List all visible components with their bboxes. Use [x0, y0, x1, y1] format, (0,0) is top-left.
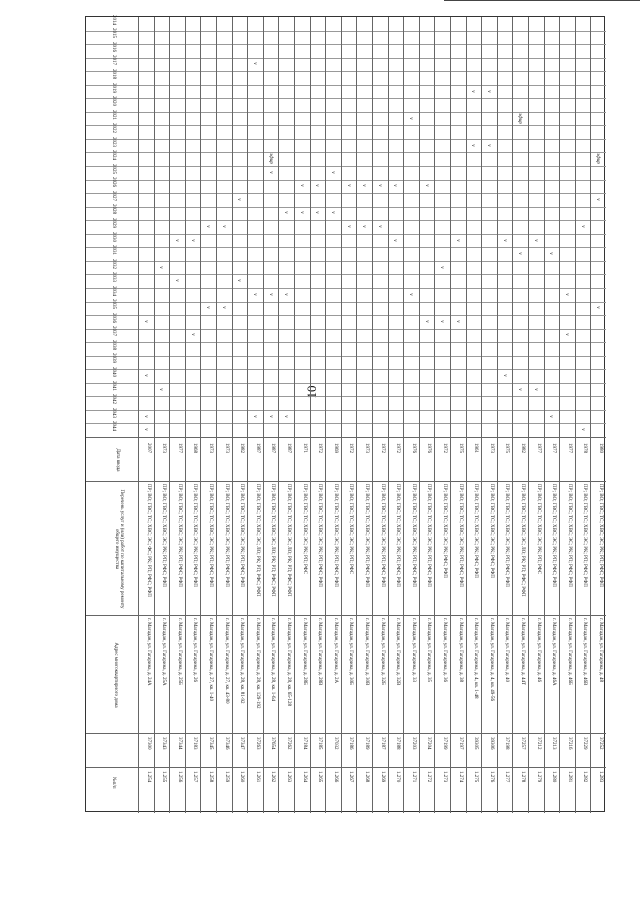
cell-services: ПР; ВО; ГВС; ТС; ХВС; ЭС; ЛО; РК; РП; РФС; РФП [254, 484, 260, 597]
cell-num: 1.272 [426, 771, 432, 783]
year-header: 2022 [111, 123, 116, 134]
cell-num: 1.279 [535, 771, 541, 783]
cell-id: 37189 [364, 737, 369, 750]
schedule-check-mark: v [158, 387, 164, 391]
cell-num: 1.276 [488, 771, 494, 783]
handwritten-note: эфир [267, 153, 273, 165]
cell-num: 1.269 [379, 771, 385, 783]
cell-id: 37262 [286, 737, 291, 750]
row-divider [154, 17, 155, 813]
cell-id: 39306 [488, 737, 494, 750]
cell-date: 1971 [301, 443, 307, 453]
cell-address: г. Магадан, ул. Гагарина, д. 40 [504, 618, 510, 683]
schedule-check-mark: v [282, 211, 288, 215]
cell-date: 1973 [208, 443, 213, 453]
cell-address: г. Магадан, ул. Гагарина, д. 46В [582, 618, 588, 686]
year-header: 2020 [111, 96, 116, 107]
schedule-check-mark: v [485, 143, 491, 147]
schedule-check-mark: v [189, 238, 195, 242]
cell-services: ПР; ВО; ГВС; ТС; ХВС; ЭС; РК; РФС; РФП [473, 484, 479, 578]
cell-services: ПР; ВО; ГВС; ТС; ХВС; ЭС; РК; РП; РФС [535, 484, 541, 574]
cell-date: 1968 [192, 443, 198, 453]
cell-services: ПР; ВО; ГВС; ТС; ХВС; ЭС; РК; РП; РФС; РФП [395, 484, 401, 587]
year-header: 2036 [111, 312, 116, 323]
year-header: 2017 [111, 55, 116, 66]
row-divider [434, 17, 435, 813]
cell-address: г. Магадан, ул. Гагарина, д. 46Б [566, 618, 572, 685]
cell-address: г. Магадан, ул. Гагарина, д. 27, кв. 43-80 [223, 618, 229, 704]
row-divider [341, 17, 342, 813]
year-header: 2037 [111, 326, 116, 337]
cell-address: г. Магадан, ул. Гагарина, д. 48 [598, 618, 603, 683]
cell-date: 1976 [426, 443, 432, 453]
cell-id: 37343 [161, 737, 167, 750]
year-header: 2030 [111, 231, 116, 242]
schedule-check-mark: v [438, 265, 444, 269]
schedule-check-mark: v [423, 184, 429, 188]
cell-id: 37347 [239, 737, 245, 750]
row-divider [310, 17, 311, 813]
cell-services: ПР; ВО; ГВС; ТС; ХВС; ЭС; РК; РП; РФС; РФП [504, 484, 510, 587]
cell-services: ПР; ВО; ГВС; ТС; ХВС; ЭС; РК; РП; РФС; РФП [598, 484, 603, 587]
cell-date: 1961 [473, 443, 479, 453]
cell-services: ПР; ВО; ГВС; ТС; ХВС; ЭС; РК; РП; РФС [348, 484, 354, 574]
handwritten-note: эфир [595, 153, 601, 165]
cell-address: г. Магадан, ул. Гагарина, д. 30Б [348, 618, 354, 685]
cell-services: ПР; ВО; ГВС; ТС; ХВС; ЭС; РК; РП; РФС; РФП [332, 484, 338, 587]
cell-services: ПР; ВО; ГВС; ТС; ХВС; ЭС; РК; РП; РФС; РФП [457, 484, 463, 587]
schedule-check-mark: v [423, 320, 429, 323]
cell-address: г. Магадан, ул. Гагарина, д. 36 [442, 618, 447, 683]
header-divider [138, 17, 139, 813]
schedule-check-mark: v [236, 198, 242, 201]
row-divider [278, 17, 279, 813]
cell-num: 1.264 [301, 771, 307, 783]
schedule-check-mark: v [376, 225, 382, 228]
schedule-check-mark: v [594, 198, 600, 201]
schedule-check-mark: v [267, 292, 273, 296]
cell-address: г. Магадан, ул. Гагарина, д. 33 [410, 618, 416, 683]
schedule-check-mark: v [470, 143, 476, 147]
year-header: 2032 [111, 258, 116, 269]
schedule-check-mark: v [516, 252, 522, 255]
schedule-check-mark: v [376, 184, 382, 188]
row-divider [294, 17, 295, 813]
cell-id: 37212 [535, 737, 541, 750]
schedule-check-mark: v [563, 333, 569, 337]
schedule-check-mark: v [470, 89, 476, 93]
header-date: Дата ввода [115, 448, 120, 472]
year-header: 2016 [111, 41, 116, 52]
year-header: 2024 [111, 150, 116, 161]
year-header: 2021 [111, 109, 116, 120]
cell-date: 1973 [223, 443, 229, 453]
cell-num: 1.267 [348, 771, 354, 783]
cell-id: 37229 [582, 737, 588, 750]
cell-address: г. Магадан, ул. Гагарина, д. 30В [364, 618, 369, 686]
schedule-check-mark: v [220, 306, 226, 310]
cell-services: ПР; ВО; ГВС; ТС; ХВС; ЭС; РК; РП; РФС; РФП [223, 484, 229, 587]
schedule-check-mark: v [142, 320, 148, 323]
cell-num: 1.278 [520, 771, 525, 783]
schedule-check-mark: v [501, 238, 507, 242]
schedule-check-mark: v [251, 414, 257, 418]
cell-num: 1.282 [582, 771, 588, 783]
cell-address: г. Магадан, ул. Гагарина, д. 28, кв. 81-92 [239, 618, 245, 704]
schedule-check-mark: v [251, 292, 257, 296]
cell-id: 37187 [379, 737, 385, 750]
cell-num: 1.255 [161, 771, 167, 783]
year-header: 2044 [111, 421, 116, 432]
cell-services: ПР; ВО; ГВС; ТС; ХВС; ЭС; РК; РП; РФС; РФП [239, 484, 245, 587]
schedule-check-mark: v [392, 184, 398, 188]
cell-id: 37188 [395, 737, 401, 750]
cell-date: 1987 [286, 443, 291, 453]
year-header: 2043 [111, 407, 116, 418]
year-header: 2028 [111, 204, 116, 215]
row-divider [200, 17, 201, 813]
cell-date: 1977 [551, 443, 557, 453]
schedule-check-mark: v [173, 238, 179, 242]
year-header: 2039 [111, 353, 116, 364]
schedule-check-mark: v [204, 225, 210, 228]
cell-num: 1.277 [504, 771, 510, 783]
year-header: 2041 [111, 380, 116, 391]
row-divider [403, 17, 404, 813]
schedule-check-mark: v [532, 387, 538, 391]
cell-id: 37198 [504, 737, 510, 750]
cell-date: 1972 [395, 443, 401, 453]
row-divider [481, 17, 482, 813]
schedule-check-mark: v [392, 238, 398, 242]
header-num: №п/п [111, 777, 116, 789]
cell-services: ПР; ВО; ГВС; ТС; ХВС; ЭС; РК; РП; РФС; РФП [161, 484, 167, 587]
cell-services: ПР; ВО; ГВС; ТС; ХВС; ЭС; РК; РП; РФС; РФП [379, 484, 385, 587]
cell-date: 1977 [535, 443, 541, 453]
cell-id: 37263 [254, 737, 260, 750]
cell-date: 1972 [442, 443, 447, 453]
cell-id: 37197 [457, 737, 463, 750]
year-header: 2019 [111, 82, 116, 93]
cell-id: 37346 [223, 737, 229, 750]
cell-address: г. Магадан, ул. Гагарина, д. 46А [551, 618, 557, 686]
schedule-check-mark: v [329, 171, 335, 174]
cell-id: 37213 [551, 737, 557, 750]
schedule-check-mark: v [251, 62, 257, 66]
cell-address: г. Магадан, ул. Гагарина, д. 46 [535, 618, 541, 683]
cell-id: 37204 [426, 737, 432, 750]
cell-address: г. Магадан, ул. Гагарина, д. 26 [192, 618, 198, 683]
row-divider [232, 17, 233, 813]
handwritten-note: эфир [517, 112, 523, 124]
schedule-check-mark: v [563, 292, 569, 296]
schedule-check-mark: v [594, 306, 600, 310]
cell-num: 1.268 [364, 771, 369, 783]
cell-date: 1969 [332, 443, 338, 453]
cell-num: 1.283 [598, 771, 603, 783]
year-header: 2015 [111, 28, 116, 39]
cell-services: ПР; ВО; ГВС; ТС; ХВС; ЭС; ЛО; РК; РП; РФС; РФП [520, 484, 525, 597]
schedule-check-mark: v [438, 320, 444, 323]
cell-date: 1982 [239, 443, 245, 453]
year-header: 2026 [111, 177, 116, 188]
cell-date: 1975 [504, 443, 510, 453]
cell-num: 1.275 [473, 771, 479, 783]
cell-num: 1.271 [410, 771, 416, 783]
schedule-check-mark: v [282, 292, 288, 296]
cell-id: 37252 [598, 737, 603, 750]
cell-services: ПР; ВО; ГВС; ТС; ХВС; ЭС; РК; РП; РФС; РФП [582, 484, 588, 587]
schedule-check-mark: v [298, 184, 304, 188]
cell-date: 1982 [520, 443, 525, 453]
cell-id: 37300 [145, 737, 151, 750]
cell-address: г. Магадан, ул. Гагарина, д. 4, кв. 49-56 [488, 618, 494, 701]
row-divider [544, 17, 545, 813]
cell-id: 37257 [520, 737, 525, 750]
schedule-check-mark: v [579, 225, 585, 228]
row-divider [388, 17, 389, 813]
schedule-check-mark: v [485, 89, 491, 93]
cell-address: г. Магадан, ул. Гагарина, д. 25Б [176, 618, 182, 685]
schedule-check-mark: v [189, 333, 195, 337]
cell-date: 1972 [317, 443, 323, 453]
schedule-check-mark: v [407, 292, 413, 296]
row-divider [185, 17, 186, 813]
row-divider [263, 17, 264, 813]
cell-address: г. Магадан, ул. Гагарина, д. 4, кв. 1-48 [473, 618, 479, 699]
schedule-check-mark: v [548, 252, 554, 255]
row-divider [169, 17, 170, 813]
row-divider [590, 17, 591, 813]
schedule-check-mark: v [407, 116, 413, 120]
schedule-check-mark: v [516, 387, 522, 391]
year-header: 2042 [111, 394, 116, 405]
year-header: 2027 [111, 190, 116, 201]
cell-address: г. Магадан, ул. Гагарина, д. 2А [332, 618, 338, 684]
page-top-rule [444, 0, 640, 1]
schedule-check-mark: v [173, 279, 179, 282]
row-divider [216, 17, 217, 813]
cell-date: 1987 [254, 443, 260, 453]
cell-services: ПР; ВО; ГВС; ТС; ХВС; ЭС; РК; РП; РФС; РФП [176, 484, 182, 587]
cell-num: 1.261 [254, 771, 260, 783]
cell-address: г. Магадан, ул. Гагарина, д. 28, кв. 1-64 [270, 618, 276, 701]
cell-num: 1.254 [145, 771, 151, 783]
schedule-check-mark: v [345, 225, 351, 228]
cell-services: ПР; ВО; ГВС; ТС; ХВС; ЭС; ЛО; РК; РП; РФС; РФП [286, 484, 291, 597]
cell-id: 39305 [473, 737, 479, 750]
cell-date: 1973 [161, 443, 167, 453]
cell-date: 1987 [270, 443, 276, 453]
schedule-check-mark: v [548, 414, 554, 418]
cell-date: 1972 [379, 443, 385, 453]
schedule-check-mark: v [579, 428, 585, 431]
cell-num: 1.262 [270, 771, 276, 783]
cell-services: ПР; ВО; ГВС; ТС; ХВС; ЭС; РК; РП; РФС; РФП [426, 484, 432, 587]
cell-address: г. Магадан, ул. Гагарина, д. 28В [317, 618, 323, 686]
cell-address: г. Магадан, ул. Гагарина, д. 27, кв. 1-40 [208, 618, 213, 701]
year-header: 2029 [111, 218, 116, 228]
row-divider [325, 17, 326, 813]
cell-services: ПР; ВО; ГВС; ТС; ХВС; ЭС; РК; РП; РФС; РФП [208, 484, 213, 587]
schedule-check-mark: v [532, 238, 538, 242]
cell-address: г. Магадан, ул. Гагарина, д. 32Б [379, 618, 385, 685]
schedule-check-mark: v [454, 238, 460, 242]
cell-address: г. Магадан, ул. Гагарина, д. 28, кв. 129-192 [254, 618, 260, 709]
cell-address: г. Магадан, ул. Гагарина, д. 28Б [301, 618, 307, 685]
row-divider [497, 17, 498, 813]
header-address: Адрес многоквартирного дома [113, 642, 118, 708]
year-header: 2014 [111, 14, 116, 25]
cell-id: 37216 [566, 737, 572, 750]
cell-services: ПР; ВО; ГВС; ТС; ХВС; ЭС; РК; РП; РФС; РФП [364, 484, 369, 587]
cell-num: 1.266 [332, 771, 338, 783]
cell-num: 1.257 [192, 771, 198, 783]
cell-services: ПР; ВО; ГВС; ТС; ХВС; ЭС; РК; РП; РФС; РФП [551, 484, 557, 587]
schedule-check-mark: v [454, 320, 460, 323]
schedule-check-mark: v [158, 265, 164, 269]
cell-services: ПР; ВО; ГВС; ТС; ХВС; ЭС; РК; РП; РФС; РФП [317, 484, 323, 587]
schedule-check-mark: v [236, 279, 242, 282]
page-number: 10 [304, 385, 319, 399]
year-header: 2034 [111, 285, 116, 296]
schedule-check-mark: v [360, 225, 366, 228]
cell-id: 37185 [317, 737, 323, 750]
cell-date: 1976 [410, 443, 416, 453]
row-divider [356, 17, 357, 813]
cell-id: 37345 [208, 737, 213, 750]
schedule-check-mark: v [220, 225, 226, 228]
cell-services: ПР; ВО; ГВС; ТС; ХВС; ЭС; РК; РФС; РФП [488, 484, 494, 578]
cell-date: 1977 [176, 443, 182, 453]
row-divider [528, 17, 529, 813]
year-header: 2035 [111, 299, 116, 310]
cell-num: 1.265 [317, 771, 323, 783]
cell-date: 2007 [145, 443, 151, 453]
cell-num: 1.280 [551, 771, 557, 783]
schedule-check-mark: v [204, 306, 210, 310]
cell-address: г. Магадан, ул. Гагарина, д. 24А [145, 618, 151, 686]
cell-num: 1.259 [223, 771, 229, 783]
cell-services: ПР; ВО; ГВС; ТС; ХВС; ЭС; РК; РП; РФС; РФП [192, 484, 198, 587]
capital-repair-schedule-table [85, 16, 605, 812]
cell-num: 1.263 [286, 771, 291, 783]
schedule-check-mark: v [501, 374, 507, 377]
cell-id: 37032 [332, 737, 338, 750]
year-header: 2040 [111, 367, 116, 378]
row-divider [372, 17, 373, 813]
schedule-check-mark: v [142, 374, 148, 377]
row-divider [466, 17, 467, 813]
schedule-check-mark: v [142, 414, 148, 418]
cell-services: ПР; ВО; ГВС; ТС; ХВС; ЭС; ЛО; РК; РП; РФС; РФП [270, 484, 276, 597]
year-header: 2031 [111, 245, 116, 256]
row-divider [450, 17, 451, 813]
cell-services: ПР; ВО; ГВС; ТС; ХВС; ЭС; ФС; РК; РП; РФС; РФП [145, 484, 151, 597]
header-services: Перечень услуг и (или) работ по капитальному ремонту общего имущества [114, 489, 124, 609]
cell-num: 1.260 [239, 771, 245, 783]
row-divider [559, 17, 560, 813]
cell-services: ПР; ВО; ГВС; ТС; ХВС; ЭС; РК; РФС; РФП [442, 484, 447, 578]
cell-num: 1.256 [176, 771, 182, 783]
cell-id: 37184 [301, 737, 307, 750]
cell-date: 1973 [488, 443, 494, 453]
cell-services: ПР; ВО; ГВС; ТС; ХВС; ЭС; РК; РП; РФС; РФП [566, 484, 572, 587]
row-divider [419, 17, 420, 813]
year-header: 2025 [111, 163, 116, 174]
cell-num: 1.258 [208, 771, 213, 783]
cell-num: 1.274 [457, 771, 463, 783]
cell-date: 1980 [598, 443, 603, 453]
year-header: 2023 [111, 136, 116, 147]
cell-num: 1.281 [566, 771, 572, 783]
year-header: 2018 [111, 68, 116, 79]
cell-services: ПР; ВО; ГВС; ТС; ХВС; ЭС; РК; РП; РФС [301, 484, 307, 574]
schedule-check-mark: v [329, 211, 335, 215]
cell-address: г. Магадан, ул. Гагарина, д. 28, кв. 65-128 [286, 618, 291, 706]
cell-address: г. Магадан, ул. Гагарина, д. 35 [426, 618, 432, 683]
schedule-check-mark: v [267, 171, 273, 174]
schedule-check-mark: v [282, 414, 288, 418]
schedule-check-mark: v [345, 184, 351, 188]
schedule-check-mark: v [360, 184, 366, 188]
cell-id: 37199 [442, 737, 447, 750]
cell-date: 1972 [348, 443, 354, 453]
row-divider [512, 17, 513, 813]
cell-date: 1973 [364, 443, 369, 453]
cell-address: г. Магадан, ул. Гагарина, д. 32В [395, 618, 401, 686]
schedule-check-mark: v [267, 414, 273, 418]
cell-num: 1.273 [442, 771, 447, 783]
cell-date: 1975 [457, 443, 463, 453]
cell-services: ПР; ВО; ГВС; ТС; ХВС; ЭС; РК; РП; РФС; РФП [410, 484, 416, 587]
cell-address: г. Магадан, ул. Гагарина, д. 38 [457, 618, 463, 683]
cell-date: 1977 [566, 443, 572, 453]
cell-address: г. Магадан, ул. Гагарина, д. 25А [161, 618, 167, 686]
cell-id: 37654 [270, 737, 276, 750]
cell-id: 37186 [348, 737, 354, 750]
cell-id: 37344 [176, 737, 182, 750]
cell-id: 37183 [192, 737, 198, 750]
schedule-check-mark: v [314, 211, 320, 215]
cell-address: г. Магадан, ул. Гагарина, д. 44Т [520, 618, 525, 686]
schedule-check-mark: v [298, 211, 304, 215]
row-divider [575, 17, 576, 813]
cell-date: 1978 [582, 443, 588, 453]
year-header: 2038 [111, 339, 116, 350]
schedule-check-mark: v [314, 184, 320, 188]
year-header: 2033 [111, 272, 116, 283]
row-divider [247, 17, 248, 813]
cell-num: 1.270 [395, 771, 401, 783]
cell-id: 37203 [410, 737, 416, 750]
schedule-check-mark: v [142, 428, 148, 431]
